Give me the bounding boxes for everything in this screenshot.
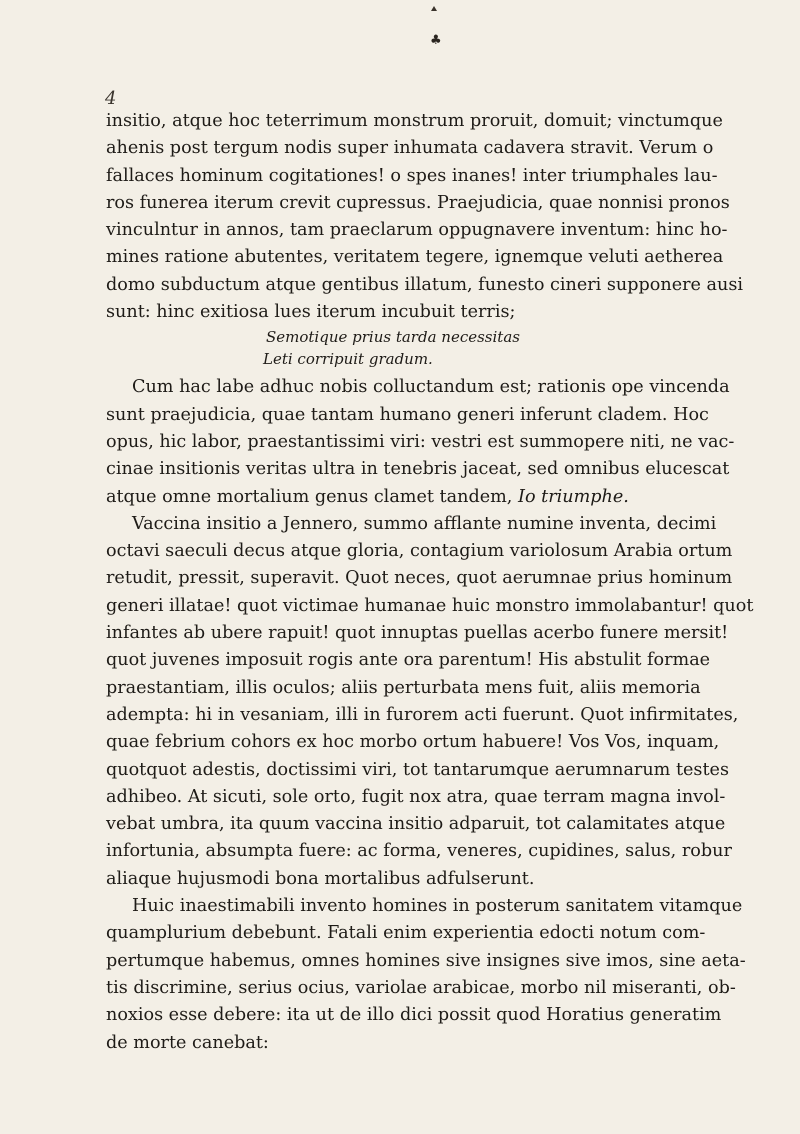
text-line: infantes ab ubere rapuit! quot innuptas puellas acerbo funere mersit! <box>106 623 729 644</box>
text-line: vinculntur in annos, tam praeclarum oppugnavere inventum: hinc ho- <box>106 220 728 241</box>
text-line: pertumque habemus, omnes homines sive insignes sive imos, sine aeta- <box>106 950 746 971</box>
text-line: generi illatae! quot victimae humanae huic monstro immolabantur! quot <box>106 595 754 616</box>
text-line: tis discrimine, serius ocius, variolae arabicae, morbo nil miseranti, ob- <box>106 977 736 998</box>
text-line: de morte canebat: <box>106 1032 269 1053</box>
verse-line: Semotique prius tarda necessitas <box>266 328 520 347</box>
text-line: adempta: hi in vesaniam, illi in furorem acti fuerunt. Quot infirmitates, <box>106 704 739 725</box>
text-line: octavi saeculi decus atque gloria, contagium variolosum Arabia ortum <box>106 541 733 562</box>
italic-exclamation: Io triumphe. <box>518 486 629 507</box>
text-line: opus, hic labor, praestantissimi viri: vestri est summopere niti, ne vac- <box>106 431 735 452</box>
text-line: insitio, atque hoc teterrimum monstrum proruit, domuit; vinctumque <box>106 111 723 131</box>
page-number: 4 <box>105 88 117 109</box>
ornament-mark-icon <box>431 6 437 11</box>
text-line: cinae insitionis veritas ultra in tenebris jaceat, sed omnibus elucescat <box>106 459 730 480</box>
ornament-icon: ♣ <box>430 33 442 48</box>
text-line: sunt praejudicia, quae tantam humano generi inferunt cladem. Hoc <box>106 404 709 425</box>
text-line: retudit, pressit, superavit. Quot neces, quot aerumnae prius hominum <box>106 568 733 589</box>
text-line: ros funerea iterum crevit cupressus. Praejudicia, quae nonnisi pronos <box>106 192 730 213</box>
text-line: Cum hac labe adhuc nobis colluctandum est; rationis ope vincenda <box>132 377 730 398</box>
text-line: aliaque hujusmodi bona mortalibus adfulserunt. <box>106 868 535 889</box>
text-line <box>106 484 694 511</box>
verse-line: Leti corripuit gradum. <box>263 350 433 369</box>
text-line: adhibeo. At sicuti, sole orto, fugit nox atra, quae terram magna invol- <box>106 786 726 807</box>
text-line: sunt: hinc exitiosa lues iterum incubuit terris; <box>106 302 516 323</box>
text-line: vebat umbra, ita quum vaccina insitio adparuit, tot calamitates atque <box>106 814 726 835</box>
text-line: infortunia, absumpta fuere: ac forma, veneres, cupidines, salus, robur <box>106 841 732 862</box>
text-line: quamplurium debebunt. Fatali enim experientia edocti notum com- <box>106 923 706 944</box>
text-line: quae febrium cohors ex hoc morbo ortum habuere! Vos Vos, inquam, <box>106 732 720 753</box>
text-line: Vaccina insitio a Jennero, summo afflante numine inventa, decimi <box>132 513 717 534</box>
text-line: mines ratione abutentes, veritatem tegere, ignemque veluti aetherea <box>106 247 724 268</box>
text-line: domo subductum atque gentibus illatum, funesto cineri supponere ausi <box>106 274 744 295</box>
text-span: atque omne mortalium genus clamet tandem, <box>106 486 513 507</box>
text-line: praestantiam, illis oculos; aliis perturbata mens fuit, aliis memoria <box>106 677 701 698</box>
text-line: quotquot adestis, doctissimi viri, tot tantarumque aerumnarum testes <box>106 759 729 780</box>
text-line: noxios esse debere: ita ut de illo dici possit quod Horatius generatim <box>106 1005 722 1026</box>
body-text <box>106 108 754 1057</box>
text-line: quot juvenes imposuit rogis ante ora parentum! His abstulit formae <box>106 650 711 671</box>
text-line: ahenis post tergum nodis super inhumata cadavera stravit. Verum o <box>106 138 714 159</box>
text-line: fallaces hominum cogitationes! o spes inanes! inter triumphales lau- <box>106 165 718 186</box>
text-line: Huic inaestimabili invento homines in posterum sanitatem vitamque <box>132 896 743 917</box>
